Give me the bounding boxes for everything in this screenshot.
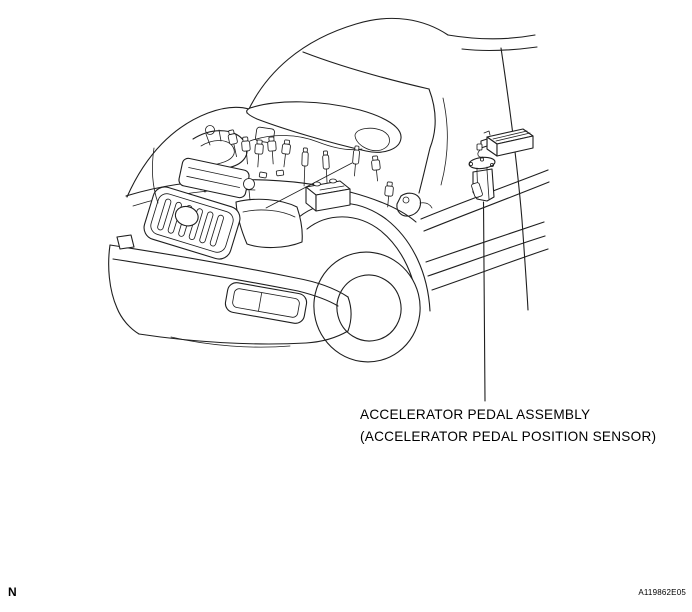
- sensor-icon: [254, 140, 264, 167]
- connector-icon: [259, 172, 267, 178]
- page-nav-marker: N: [8, 585, 17, 599]
- front-wheel: [302, 241, 431, 373]
- injector-icon: [301, 148, 308, 186]
- ecu-box: [477, 129, 533, 157]
- sensor-icon: [267, 137, 277, 164]
- oil-filler-cap: [206, 126, 215, 135]
- sensor-icon: [280, 140, 291, 168]
- sensor-icon: [371, 156, 382, 182]
- figure-id-code: A119862E05: [638, 588, 686, 597]
- fog-lamp: [224, 281, 308, 324]
- callout-line-1: ACCELERATOR PEDAL ASSEMBLY: [360, 407, 591, 422]
- connector-icon: [276, 170, 284, 176]
- part-callout-label: [360, 404, 656, 447]
- side-marker-lamp: [117, 235, 134, 249]
- callout-line-2: (ACCELERATOR PEDAL POSITION SENSOR): [360, 428, 657, 444]
- accelerator-pedal-assembly-glyph: [468, 156, 495, 201]
- leader-line: [484, 202, 486, 401]
- injector-icon: [351, 146, 360, 176]
